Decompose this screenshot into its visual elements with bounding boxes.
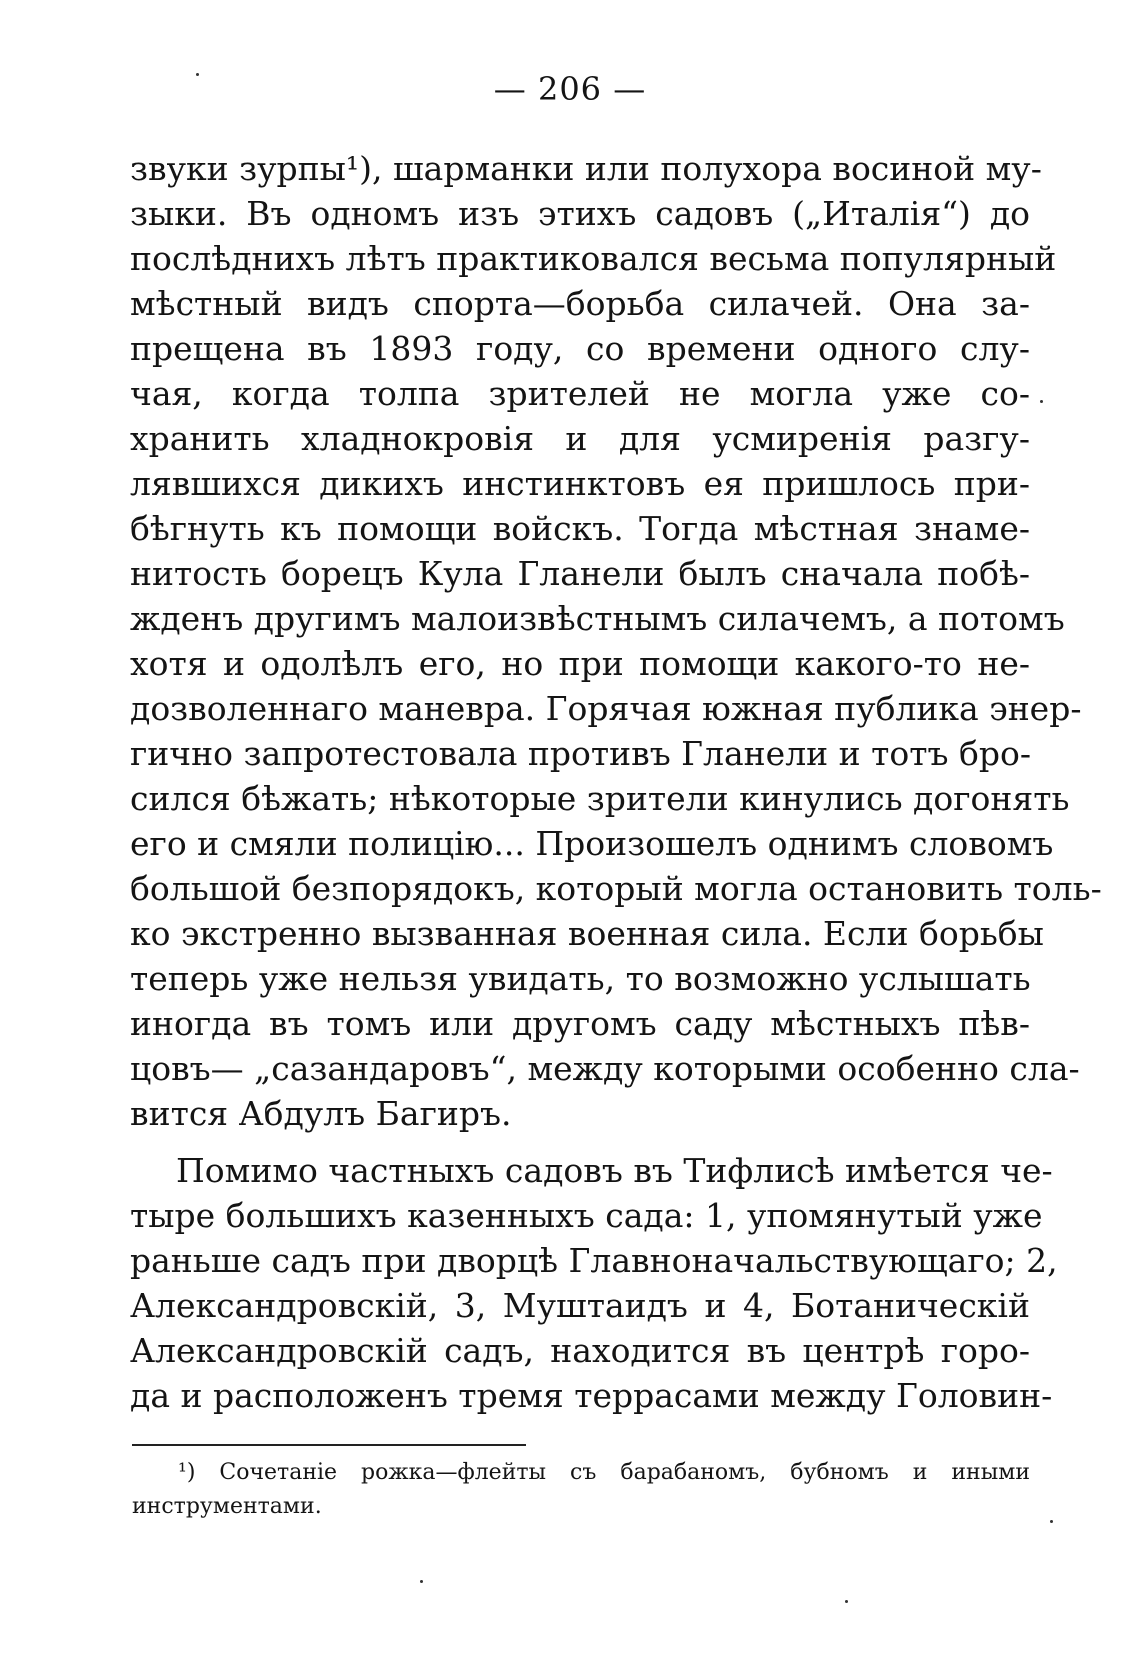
text-line: иногда въ томъ или другомъ саду мѣстныхъ пѣв- xyxy=(130,1004,1030,1043)
page-number: — 206 — xyxy=(493,70,647,108)
text-line: бѣгнуть къ помощи войскъ. Тогда мѣстная знаме- xyxy=(130,509,1030,548)
text-line: его и смяли полицію... Произошелъ однимъ словомъ xyxy=(130,824,1054,863)
speck xyxy=(845,1600,848,1603)
text-line: раньше садъ при дворцѣ Главноначальствующаго; 2, xyxy=(130,1241,1058,1280)
text-line: ко экстренно вызванная военная сила. Если борьбы xyxy=(130,914,1044,953)
text-line: цовъ— „сазандаровъ“, между которыми особенно сла- xyxy=(130,1049,1080,1088)
text-line: теперь уже нельзя увидать, то возможно услышать xyxy=(130,959,1031,998)
text-line: Александровскій садъ, находится въ центрѣ горо- xyxy=(130,1331,1030,1370)
body-text xyxy=(130,146,1102,1418)
text-line: тыре большихъ казенныхъ сада: 1, упомянутый уже xyxy=(130,1196,1043,1235)
speck xyxy=(196,73,199,76)
text-line: да и расположенъ тремя террасами между Головин- xyxy=(130,1376,1053,1415)
speck xyxy=(420,1580,423,1583)
text-line: хотя и одолѣлъ его, но при помощи какого-то не- xyxy=(130,644,1030,683)
text-line: хранить хладнокровія и для усмиренія разгу- xyxy=(130,419,1030,458)
text-line: чая, когда толпа зрителей не могла уже со- xyxy=(130,374,1030,413)
text-line: прещена въ 1893 году, со времени одного слу- xyxy=(130,329,1030,368)
text-line: звуки зурпы¹), шарманки или полухора восиной му- xyxy=(130,149,1042,188)
text-line: гично запротестовала противъ Гланели и тотъ бро- xyxy=(130,734,1032,773)
text-line: нитость борецъ Кула Гланели былъ сначала побѣ- xyxy=(130,554,1030,593)
footnote-line: ¹) Сочетаніе рожка—флейты съ барабаномъ, бубномъ и иными xyxy=(178,1460,1030,1485)
text-line: дозволеннаго маневра. Горячая южная публика энер- xyxy=(130,689,1082,728)
text-line: большой безпорядокъ, который могла остановить толь- xyxy=(130,869,1102,908)
text-line: мѣстный видъ спорта—борьба силачей. Она за- xyxy=(130,284,1030,323)
speck xyxy=(1040,400,1043,403)
text-line: жденъ другимъ малоизвѣстнымъ силачемъ, а потомъ xyxy=(130,599,1065,638)
text-line: лявшихся дикихъ инстинктовъ ея пришлось при- xyxy=(130,464,1030,503)
footnote-line: инструментами. xyxy=(132,1494,322,1519)
footnote-divider xyxy=(132,1444,526,1446)
text-line: зыки. Въ одномъ изъ этихъ садовъ („Италія“) до xyxy=(130,194,1030,233)
text-line: Александровскій, 3, Муштаидъ и 4, Ботаническій xyxy=(130,1286,1030,1325)
text-line: вится Абдулъ Багиръ. xyxy=(130,1094,512,1133)
speck xyxy=(1050,1520,1053,1523)
text-line: сился бѣжать; нѣкоторые зрители кинулись догонять xyxy=(130,779,1070,818)
text-line: Помимо частныхъ садовъ въ Тифлисѣ имѣется че- xyxy=(176,1151,1053,1190)
text-line: послѣднихъ лѣтъ практиковался весьма популярный xyxy=(130,239,1057,278)
footnote xyxy=(132,1456,1030,1524)
